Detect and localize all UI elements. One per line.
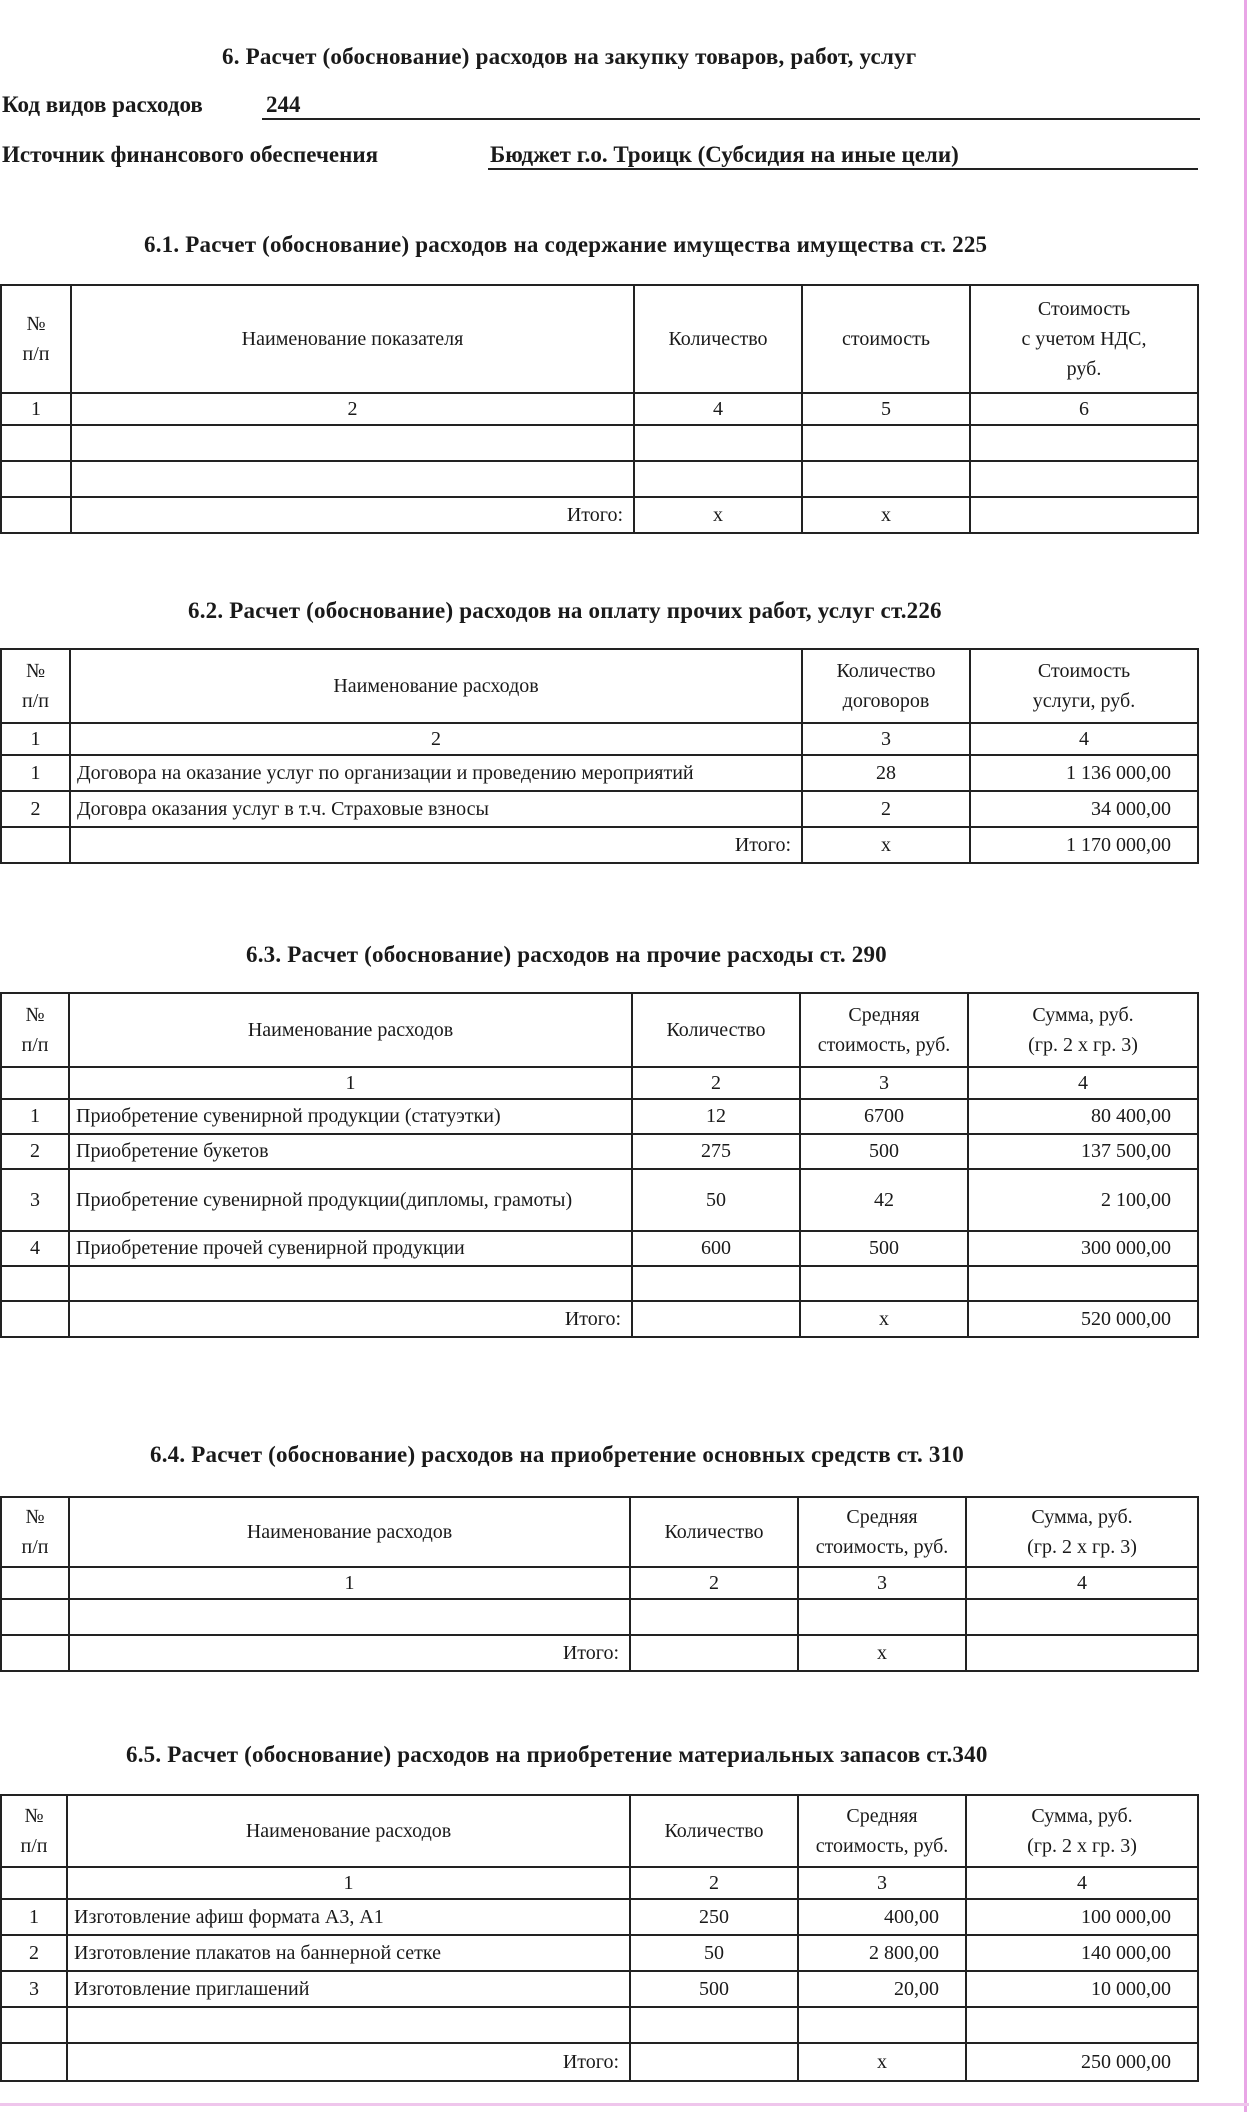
col-header-avg-cost: Средняя стоимость, руб. bbox=[798, 1497, 966, 1567]
col-number: 2 bbox=[70, 723, 802, 755]
col-number: 4 bbox=[966, 1867, 1198, 1899]
col-header-qty: Количество bbox=[630, 1497, 798, 1567]
row-qty: 50 bbox=[630, 1935, 798, 1971]
row-avg-cost: 42 bbox=[800, 1169, 968, 1231]
table-6-1 bbox=[0, 284, 1199, 534]
table-6-3 bbox=[0, 992, 1199, 1338]
row-sum: 1 136 000,00 bbox=[970, 755, 1198, 791]
source-value: Бюджет г.о. Троицк (Субсидия на иные цели) bbox=[488, 142, 1198, 170]
scan-edge-mark bbox=[1244, 0, 1247, 2112]
row-num: 3 bbox=[1, 1169, 69, 1231]
table-row bbox=[1, 791, 1198, 827]
kod-label: Код видов расходов bbox=[2, 92, 203, 117]
table-6-2 bbox=[0, 648, 1199, 864]
col-header-sum: Сумма, руб. (гр. 2 х гр. 3) bbox=[966, 1795, 1198, 1867]
col-header-sum: Сумма, руб. (гр. 2 х гр. 3) bbox=[968, 993, 1198, 1067]
table-header-row bbox=[1, 1497, 1198, 1567]
col-header-num: № п/п bbox=[1, 993, 69, 1067]
row-qty: 275 bbox=[632, 1134, 800, 1169]
col-number: 1 bbox=[67, 1867, 630, 1899]
table-row bbox=[1, 1099, 1198, 1134]
total-sum: 520 000,00 bbox=[968, 1301, 1198, 1337]
col-header-name: Наименование показателя bbox=[71, 285, 634, 393]
col-number: 6 bbox=[970, 393, 1198, 425]
col-header-qty: Количество bbox=[630, 1795, 798, 1867]
row-avg-cost: 400,00 bbox=[798, 1899, 966, 1935]
total-sum: 1 170 000,00 bbox=[970, 827, 1198, 863]
column-number-row bbox=[1, 723, 1198, 755]
table-header-row bbox=[1, 1795, 1198, 1867]
row-num: 2 bbox=[1, 1134, 69, 1169]
total-label: Итого: bbox=[67, 2043, 630, 2081]
col-header-num: № п/п bbox=[1, 285, 71, 393]
row-name: Договора на оказание услуг по организации и проведению мероприятий bbox=[70, 755, 802, 791]
col-number: 3 bbox=[800, 1067, 968, 1099]
row-avg-cost: 500 bbox=[800, 1134, 968, 1169]
col-header-avg-cost: Средняя стоимость, руб. bbox=[798, 1795, 966, 1867]
col-header-avg-cost: Средняя стоимость, руб. bbox=[800, 993, 968, 1067]
col-number: 4 bbox=[966, 1567, 1198, 1599]
row-qty: 28 bbox=[802, 755, 970, 791]
total-row bbox=[1, 497, 1198, 533]
col-header-cost: стоимость bbox=[802, 285, 970, 393]
total-x: х bbox=[798, 1635, 966, 1671]
col-header-contracts: Количество договоров bbox=[802, 649, 970, 723]
empty-row bbox=[1, 2007, 1198, 2043]
column-number-row bbox=[1, 1567, 1198, 1599]
table-header-row bbox=[1, 649, 1198, 723]
col-header-qty: Количество bbox=[634, 285, 802, 393]
col-number: 1 bbox=[1, 393, 71, 425]
row-qty: 50 bbox=[632, 1169, 800, 1231]
col-number: 5 bbox=[802, 393, 970, 425]
row-sum: 300 000,00 bbox=[968, 1231, 1198, 1266]
table-header-row bbox=[1, 993, 1198, 1067]
row-name: Изготовление приглашений bbox=[67, 1971, 630, 2007]
col-number: 4 bbox=[634, 393, 802, 425]
empty-row bbox=[1, 1266, 1198, 1301]
total-x: х bbox=[798, 2043, 966, 2081]
col-number: 1 bbox=[1, 723, 70, 755]
row-avg-cost: 500 bbox=[800, 1231, 968, 1266]
row-sum: 10 000,00 bbox=[966, 1971, 1198, 2007]
total-x: х bbox=[802, 497, 970, 533]
total-row bbox=[1, 827, 1198, 863]
table-header-row bbox=[1, 285, 1198, 393]
row-name: Приобретение букетов bbox=[69, 1134, 632, 1169]
col-header-num: № п/п bbox=[1, 1497, 69, 1567]
section-6-4-title: 6.4. Расчет (обоснование) расходов на приобретение основных средств ст. 310 bbox=[150, 1442, 964, 1467]
row-num: 3 bbox=[1, 1971, 67, 2007]
col-number: 2 bbox=[630, 1567, 798, 1599]
total-x: х bbox=[634, 497, 802, 533]
column-number-row bbox=[1, 1867, 1198, 1899]
col-number: 3 bbox=[798, 1867, 966, 1899]
row-avg-cost: 6700 bbox=[800, 1099, 968, 1134]
row-sum: 80 400,00 bbox=[968, 1099, 1198, 1134]
col-header-num: № п/п bbox=[1, 649, 70, 723]
row-num: 1 bbox=[1, 755, 70, 791]
table-row bbox=[1, 1935, 1198, 1971]
source-label: Источник финансового обеспечения bbox=[2, 142, 379, 167]
col-header-num: № п/п bbox=[1, 1795, 67, 1867]
row-name: Изготовление афиш формата А3, А1 bbox=[67, 1899, 630, 1935]
total-sum: 250 000,00 bbox=[966, 2043, 1198, 2081]
col-number: 3 bbox=[802, 723, 970, 755]
empty-row bbox=[1, 425, 1198, 461]
total-label: Итого: bbox=[69, 1301, 632, 1337]
total-row bbox=[1, 1635, 1198, 1671]
table-row bbox=[1, 1231, 1198, 1266]
table-row bbox=[1, 1169, 1198, 1231]
empty-row bbox=[1, 1599, 1198, 1635]
row-sum: 34 000,00 bbox=[970, 791, 1198, 827]
total-row bbox=[1, 1301, 1198, 1337]
empty-row bbox=[1, 461, 1198, 497]
row-sum: 100 000,00 bbox=[966, 1899, 1198, 1935]
total-x: х bbox=[800, 1301, 968, 1337]
col-header-cost: Стоимость услуги, руб. bbox=[970, 649, 1198, 723]
col-number: 4 bbox=[970, 723, 1198, 755]
col-number: 1 bbox=[69, 1567, 630, 1599]
row-qty: 250 bbox=[630, 1899, 798, 1935]
row-name: Приобретение прочей сувенирной продукции bbox=[69, 1231, 632, 1266]
row-sum: 137 500,00 bbox=[968, 1134, 1198, 1169]
section-6-1-title: 6.1. Расчет (обоснование) расходов на содержание имущества имущества ст. 225 bbox=[144, 232, 988, 257]
section-6-5-title: 6.5. Расчет (обоснование) расходов на приобретение материальных запасов ст.340 bbox=[126, 1742, 988, 1767]
kod-value: 244 bbox=[262, 92, 1200, 120]
total-label: Итого: bbox=[69, 1635, 630, 1671]
section-6-2-title: 6.2. Расчет (обоснование) расходов на оплату прочих работ, услуг ст.226 bbox=[188, 598, 942, 623]
row-qty: 500 bbox=[630, 1971, 798, 2007]
col-header-name: Наименование расходов bbox=[70, 649, 802, 723]
col-header-cost-vat: Стоимость с учетом НДС, руб. bbox=[970, 285, 1198, 393]
column-number-row bbox=[1, 1067, 1198, 1099]
scan-bottom-mark bbox=[0, 2103, 1249, 2106]
col-number: 4 bbox=[968, 1067, 1198, 1099]
row-qty: 2 bbox=[802, 791, 970, 827]
row-avg-cost: 2 800,00 bbox=[798, 1935, 966, 1971]
row-num: 1 bbox=[1, 1899, 67, 1935]
section-6-3-title: 6.3. Расчет (обоснование) расходов на прочие расходы ст. 290 bbox=[246, 942, 887, 967]
row-sum: 140 000,00 bbox=[966, 1935, 1198, 1971]
col-header-qty: Количество bbox=[632, 993, 800, 1067]
row-name: Приобретение сувенирной продукции(дипломы, грамоты) bbox=[69, 1169, 632, 1231]
table-row bbox=[1, 1971, 1198, 2007]
col-number: 3 bbox=[798, 1567, 966, 1599]
table-row bbox=[1, 1899, 1198, 1935]
table-row bbox=[1, 755, 1198, 791]
col-number: 2 bbox=[630, 1867, 798, 1899]
row-sum: 2 100,00 bbox=[968, 1169, 1198, 1231]
col-header-name: Наименование расходов bbox=[67, 1795, 630, 1867]
row-name: Договра оказания услуг в т.ч. Страховые взносы bbox=[70, 791, 802, 827]
row-num: 4 bbox=[1, 1231, 69, 1266]
table-6-4 bbox=[0, 1496, 1199, 1672]
col-number: 2 bbox=[632, 1067, 800, 1099]
col-header-sum: Сумма, руб. (гр. 2 х гр. 3) bbox=[966, 1497, 1198, 1567]
row-avg-cost: 20,00 bbox=[798, 1971, 966, 2007]
table-6-5 bbox=[0, 1794, 1199, 2082]
total-row bbox=[1, 2043, 1198, 2081]
page-title: 6. Расчет (обоснование) расходов на закупку товаров, работ, услуг bbox=[222, 44, 917, 69]
row-qty: 12 bbox=[632, 1099, 800, 1134]
col-header-name: Наименование расходов bbox=[69, 1497, 630, 1567]
col-header-name: Наименование расходов bbox=[69, 993, 632, 1067]
total-label: Итого: bbox=[70, 827, 802, 863]
column-number-row bbox=[1, 393, 1198, 425]
total-x: х bbox=[802, 827, 970, 863]
row-num: 2 bbox=[1, 1935, 67, 1971]
table-row bbox=[1, 1134, 1198, 1169]
col-number: 2 bbox=[71, 393, 634, 425]
row-num: 1 bbox=[1, 1099, 69, 1134]
row-name: Изготовление плакатов на баннерной сетке bbox=[67, 1935, 630, 1971]
row-num: 2 bbox=[1, 791, 70, 827]
col-number: 1 bbox=[69, 1067, 632, 1099]
row-qty: 600 bbox=[632, 1231, 800, 1266]
row-name: Приобретение сувенирной продукции (статуэтки) bbox=[69, 1099, 632, 1134]
total-label: Итого: bbox=[71, 497, 634, 533]
